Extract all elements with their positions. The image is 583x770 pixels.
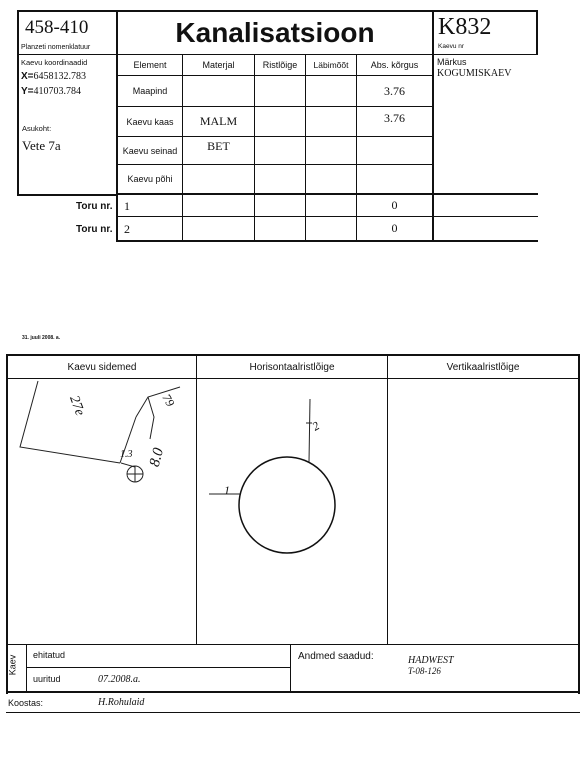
section-horizontal: Horisontaalristlõige [249,361,335,373]
sketch-label-c: 8.0 [146,446,168,469]
section-vertical: Vertikaalristlõige [446,361,520,373]
row-element: Kaevu seinad [122,145,178,156]
location-value: Vete 7a [22,138,61,153]
row-abs [357,137,432,164]
row-abs: 3.76 [384,111,405,125]
remarks-caption: Märkus [437,57,467,67]
surveyed-label: uuritud [33,674,61,684]
measure-line [148,397,154,439]
data-source-value1: HADWEST [408,655,454,666]
col-header-abs: Abs. kõrgus [370,60,419,70]
row-material [183,76,254,106]
x-value: 6458132.783 [33,71,87,82]
y-label: Y= [21,86,34,97]
row-cross [255,137,305,164]
row-material [183,165,254,193]
data-source-value2: T-08-126 [408,666,441,676]
pipe-number: 2 [124,222,130,236]
row-material: MALM [199,114,238,128]
remarks-value: KOGUMISKAEV [437,68,512,79]
row-material: BET [207,139,230,153]
sketch-pipe1: 1 [224,483,230,497]
pipe-number: 1 [124,199,130,213]
col-header-diameter: Läbimõõt [313,60,349,70]
x-coordinate [21,71,86,82]
col-header-cross: Ristlõige [262,60,298,70]
sketch-street-label: 27e [66,393,88,418]
x-label: X= [21,71,34,82]
row-cross [255,107,305,136]
footer-side-label: Kaev [7,654,18,676]
surveyed-value: 07.2008.a. [98,674,141,685]
parcel-boundary [20,381,120,463]
date-stamp: 31. juuli 2008. a. [22,335,61,341]
pipe-abs: 0 [391,198,398,212]
row-element: Kaevu põhi [127,174,173,184]
compiled-label: Koostas: [8,698,44,708]
offset-line [121,463,135,467]
location-caption: Asukoht: [22,124,52,133]
row-element: Kaevu kaas [126,116,174,127]
pipe-label: Toru nr. [76,201,113,212]
data-source-label: Andmed saadud: [298,651,374,662]
sheet-caption: Planzeti nomenklatuur [21,44,91,51]
row-cross [255,76,305,106]
compiled-value: H.Rohulaid [98,697,145,708]
row-diameter [306,137,356,164]
sketch-label-b: 1.3 [120,449,133,460]
row-diameter [306,107,356,136]
connections-sketch [8,379,196,644]
row-element: Maapind [132,86,168,96]
row-abs [357,165,432,193]
section-connections: Kaevu sidemed [67,361,137,373]
horizontal-section-sketch [197,379,387,644]
well-id-caption: Kaevu nr [438,43,465,50]
built-label: ehitatud [33,650,66,660]
well-id: K832 [438,14,492,40]
coords-caption: Kaevu koordinaadid [21,58,88,67]
page-title: Kanalisatsioon [175,17,375,48]
row-diameter [306,76,356,106]
pipe-abs: 0 [391,221,398,235]
row-abs: 3.76 [384,83,405,98]
sketch-pipe2: 2 [309,418,322,434]
pipe-2-line [309,399,310,462]
y-value: 410703.784 [33,86,82,97]
row-cross [255,165,305,193]
sheet-number: 458-410 [25,17,89,38]
y-coordinate [21,86,81,97]
sketch-label-a: 79 [159,391,178,409]
pipe-label: Toru nr. [76,224,113,235]
col-header-material: Materjal [202,60,235,70]
well-outline [239,457,335,553]
row-diameter [306,165,356,193]
col-header-element: Element [133,60,167,70]
